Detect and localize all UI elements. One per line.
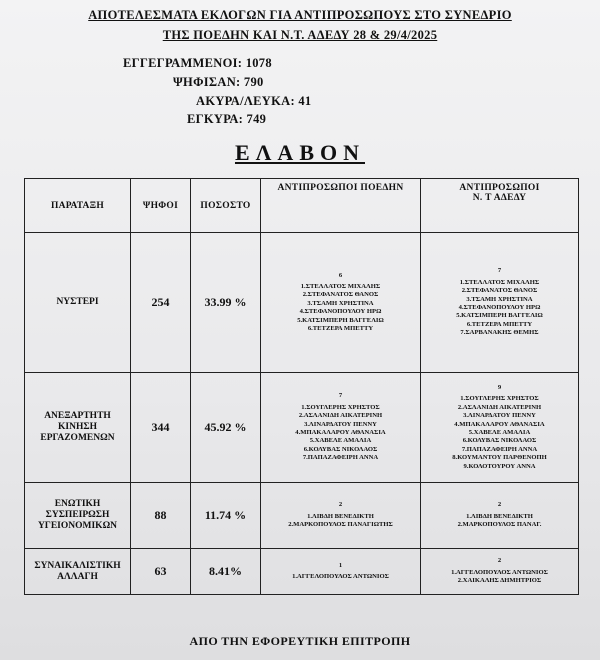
poedin-seat-count: 7 [338, 392, 343, 400]
representative-name: 4.ΣΤΕΦΑΝΟΠΟΥΛΟΥ ΗΡΩ [299, 308, 382, 316]
document-title-line-2: ΤΗΣ ΠΟΕΔΗΝ ΚΑΙ Ν.Τ. ΑΔΕΔΥ 28 & 29/4/2025 [162, 28, 438, 42]
representative-name: 6.ΚΟΛΥΒΑΣ ΝΙΚΟΛΑΟΣ [462, 437, 537, 445]
poedin-seat-count: 2 [338, 501, 343, 509]
column-header-faction: ΠΑΡΑΤΑΞΗ [25, 179, 131, 233]
representative-name: 4.ΣΤΕΦΑΝΟΠΟΥΛΟΥ ΗΡΩ [458, 304, 541, 311]
representative-name: 6.ΤΕΤΖΕΡΑ ΜΠΕΤΤΥ [466, 320, 533, 328]
column-header-adedy-line-2: Ν. Τ ΑΔΕΔΥ [472, 193, 527, 203]
table-row [25, 483, 579, 549]
representative-name: 3.ΤΣΑΜΗ ΧΡΗΣΤΙΝΑ [307, 299, 374, 307]
table-row [25, 549, 579, 595]
representative-name: 2.ΑΣΛΑΝΙΔΗ ΑΙΚΑΤΕΡΙΝΗ [298, 412, 383, 420]
results-table [24, 178, 579, 595]
faction-name [25, 483, 131, 549]
faction-name-line: ΣΥΝΑΙΚΑΛΙΣΤΙΚΗ [34, 560, 121, 571]
representative-name: 1.ΑΓΓΕΛΟΠΟΥΛΟΣ ΑΝΤΩΝΙΟΣ [451, 568, 548, 576]
voters-count: ΨΗΦΙΣΑΝ: 790 [173, 75, 264, 89]
vote-percentage: 11.74 % [191, 483, 261, 549]
representative-name: 1.ΛΙΒΔΗ ΒΕΝΕΔΙΚΤΗ [466, 512, 533, 520]
invalid-blank-count: ΑΚΥΡΑ/ΛΕΥΚΑ: 41 [196, 94, 312, 108]
column-header-poedin: ΑΝΤΙΠΡΟΣΩΠΟΙ ΠΟΕΔΗΝ [261, 179, 421, 233]
table-row [25, 233, 579, 373]
representative-name: 1.ΣΟΥΓΛΕΡΗΣ ΧΡΗΣΤΟΣ [460, 395, 539, 403]
representative-name: 3.ΛΙΝΑΡΔΑΤΟΥ ΠΕΝΝΥ [304, 420, 377, 428]
adedy-representatives [421, 483, 579, 549]
faction-name-line: ΕΝΩΤΙΚΗ [54, 499, 101, 509]
adedy-seat-count: 7 [497, 267, 502, 275]
faction-name [25, 373, 131, 483]
vote-count: 63 [131, 549, 191, 595]
vote-percentage: 45.92 % [191, 373, 261, 483]
column-header-votes: ΨΗΦΟΙ [131, 179, 191, 233]
adedy-representatives [421, 233, 579, 373]
column-header-adedy [421, 179, 579, 233]
representative-name: 1.ΣΤΕΛΛΑΤΟΣ ΜΙΧΑΛΗΣ [459, 278, 540, 286]
representative-name: 2.ΣΤΕΦΑΝΑΤΟΣ ΘΑΝΟΣ [302, 291, 379, 299]
representative-name: 5.ΧΑΒΕΛΕ ΑΜΑΛΙΑ [468, 429, 531, 436]
representative-name: 7.ΠΑΠΑΖΑΦΕΙΡΗ ΑΝΝΑ [302, 454, 379, 462]
valid-votes-count: ΕΓΚΥΡΑ: 749 [187, 112, 267, 126]
faction-name-line: ΥΓΕΙΟΝΟΜΙΚΩΝ [37, 521, 118, 531]
faction-name-line: ΑΛΛΑΓΗ [57, 571, 98, 582]
faction-name-line: ΕΡΓΑΖΟΜΕΝΩΝ [40, 433, 115, 443]
representative-name: 8.ΚΟΥΜΑΝΤΟΥ ΠΑΡΘΕΝΟΠΗ [452, 454, 547, 462]
representative-name: 4.ΜΠΑΚΑΛΑΡΟΥ ΑΘΑΝΑΣΙΑ [295, 429, 386, 436]
vote-percentage: 33.99 % [191, 233, 261, 373]
faction-name [25, 233, 131, 373]
representative-name: 1.ΣΟΥΓΛΕΡΗΣ ΧΡΗΣΤΟΣ [301, 403, 380, 411]
vote-count: 344 [131, 373, 191, 483]
representative-name: 5.ΚΑΤΣΙΜΠΕΡΗ ΒΑΓΓΕΛΙΩ [456, 312, 543, 320]
faction-name-line: ΝΥΣΤΕΡΙ [56, 297, 99, 307]
poedin-seat-count: 6 [338, 271, 343, 279]
adedy-seat-count: 2 [497, 501, 502, 509]
registered-voters: ΕΓΓΕΓΡΑΜΜΕΝΟΙ: 1078 [123, 56, 272, 70]
representative-name: 2.ΑΣΛΑΝΙΔΗ ΑΙΚΑΤΕΡΙΝΗ [457, 403, 542, 411]
poedin-representatives [261, 483, 421, 549]
faction-name [25, 549, 131, 595]
footer-signature: ΑΠΟ ΤΗΝ ΕΦΟΡΕΥΤΙΚΗ ΕΠΙΤΡΟΠΗ [189, 634, 411, 648]
faction-name-line: ΣΥΣΠΕΙΡΩΣΗ [45, 510, 110, 520]
adedy-representatives [421, 373, 579, 483]
vote-count: 254 [131, 233, 191, 373]
representative-name: 6.ΤΕΤΖΕΡΑ ΜΠΕΤΤΥ [307, 325, 374, 333]
faction-name-line: ΑΝΕΞΑΡΤΗΤΗ [44, 411, 111, 421]
poedin-representatives [261, 233, 421, 373]
document-title-line-1: ΑΠΟΤΕΛΕΣΜΑΤΑ ΕΚΛΟΓΩΝ ΓΙΑ ΑΝΤΙΠΡΟΣΩΠΟΥΣ ΣΤΟ ΣΥΝΕΔΡΙΟ [88, 8, 512, 22]
column-header-percent: ΠΟΣΟΣΤΟ [191, 179, 261, 233]
faction-name-line: ΚΙΝΗΣΗ [58, 422, 97, 432]
representative-name: 2.ΜΑΡΚΟΠΟΥΛΟΣ ΠΑΝΑΓΙΩΤΗΣ [288, 521, 393, 529]
representative-name: 2.ΧΑΙΚΑΛΗΣ ΔΗΜΗΤΡΙΟΣ [457, 577, 542, 585]
adedy-seat-count: 2 [497, 557, 502, 565]
adedy-representatives [421, 549, 579, 595]
table-row [25, 373, 579, 483]
representative-name: 7.ΠΑΠΑΖΑΦΕΙΡΗ ΑΝΝΑ [461, 445, 538, 453]
poedin-representatives [261, 373, 421, 483]
vote-percentage: 8.41% [191, 549, 261, 595]
adedy-seat-count: 9 [497, 383, 502, 391]
representative-name: 2.ΣΤΕΦΑΝΑΤΟΣ ΘΑΝΟΣ [461, 287, 538, 295]
elected-heading: ΕΛΑΒΟΝ [234, 140, 365, 165]
representative-name: 1.ΛΙΒΔΗ ΒΕΝΕΔΙΚΤΗ [307, 512, 374, 520]
representative-name: 2.ΜΑΡΚΟΠΟΥΛΟΣ ΠΑΝΑΓ. [457, 521, 542, 529]
representative-name: 5.ΚΑΤΣΙΜΠΕΡΗ ΒΑΓΓΕΛΙΩ [297, 316, 384, 324]
representative-name: 7.ΣΑΡΒΑΝΑΚΗΣ ΘΕΜΗΣ [460, 329, 539, 337]
representative-name: 4.ΜΠΑΚΑΛΑΡΟΥ ΑΘΑΝΑΣΙΑ [454, 420, 545, 428]
representative-name: 9.ΚΟΛΟΤΟΥΡΟΥ ΑΝΝΑ [463, 462, 536, 470]
representative-name: 6.ΚΟΛΥΒΑΣ ΝΙΚΟΛΑΟΣ [303, 445, 378, 453]
representative-name: 5.ΧΑΒΕΛΕ ΑΜΑΛΙΑ [309, 437, 372, 445]
representative-name: 1.ΣΤΕΛΛΑΤΟΣ ΜΙΧΑΛΗΣ [300, 282, 381, 290]
column-header-adedy-line-1: ΑΝΤΙΠΡΟΣΩΠΟΙ [459, 183, 540, 193]
table-header-row [25, 179, 579, 233]
poedin-representatives [261, 549, 421, 595]
representative-name: 3.ΛΙΝΑΡΔΑΤΟΥ ΠΕΝΝΥ [463, 412, 536, 420]
poedin-seat-count: 1 [338, 561, 343, 569]
representative-name: 1.ΑΓΓΕΛΟΠΟΥΛΟΣ ΑΝΤΩΝΙΟΣ [292, 573, 389, 580]
vote-count: 88 [131, 483, 191, 549]
representative-name: 3.ΤΣΑΜΗ ΧΡΗΣΤΙΝΑ [466, 295, 533, 303]
